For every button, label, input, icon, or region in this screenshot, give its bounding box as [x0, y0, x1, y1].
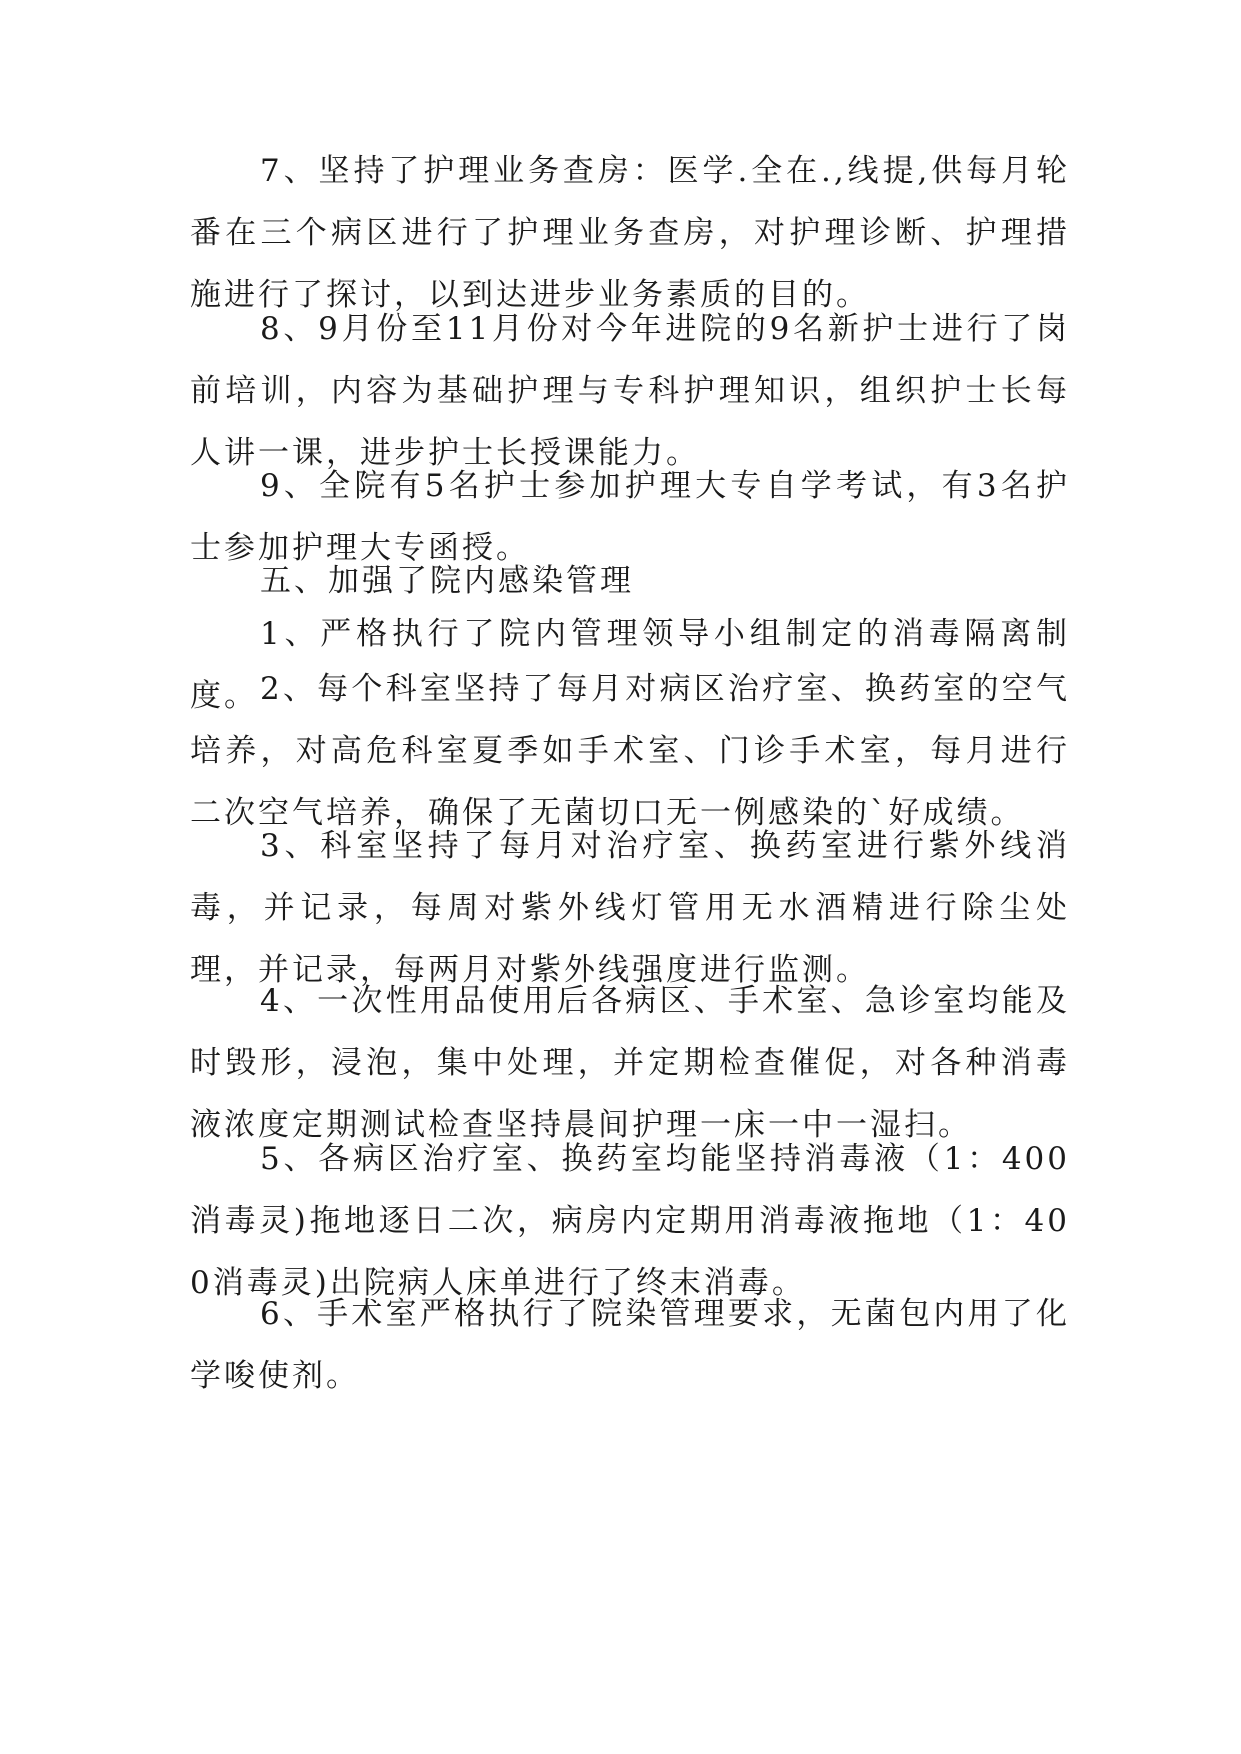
paragraph-item-4: 4、一次性用品使用后各病区、手术室、急诊室均能及时毁形，浸泡，集中处理，并定期检查催促，对各种消毒液浓度定期测试检查坚持晨间护理一床一中一湿扫。: [190, 983, 1070, 1143]
paragraph-item-7: 7、坚持了护理业务查房：医学.全在.,线提,供每月轮番在三个病区进行了护理业务查房，对护理诊断、护理措施进行了探讨，以到达进步业务素质的目的。: [190, 153, 1070, 313]
paragraph-item-2: 2、每个科室坚持了每月对病区治疗室、换药室的空气培养，对高危科室夏季如手术室、门诊手术室，每月进行二次空气培养，确保了无菌切口无一例感染的`好成绩。: [190, 671, 1070, 831]
paragraph-item-8: 8、9月份至11月份对今年进院的9名新护士进行了岗前培训，内容为基础护理与专科护理知识，组织护士长每人讲一课，进步护士长授课能力。: [190, 311, 1070, 471]
section-heading-5: 五、加强了院内感染管理: [260, 563, 634, 599]
paragraph-item-1: 1、严格执行了院内管理领导小组制定的消毒隔离制度。: [190, 616, 1070, 714]
paragraph-item-3: 3、科室坚持了每月对治疗室、换药室进行紫外线消毒，并记录，每周对紫外线灯管用无水酒精进行除尘处理，并记录，每两月对紫外线强度进行监测。: [190, 828, 1070, 988]
paragraph-item-9: 9、全院有5名护士参加护理大专自学考试，有3名护士参加护理大专函授。: [190, 468, 1070, 566]
paragraph-item-5: 5、各病区治疗室、换药室均能坚持消毒液（1：400消毒灵)拖地逐日二次，病房内定期用消毒液拖地（1：400消毒灵)出院病人床单进行了终末消毒。: [190, 1141, 1070, 1301]
paragraph-item-6: 6、手术室严格执行了院染管理要求，无菌包内用了化学唆使剂。: [190, 1296, 1070, 1394]
